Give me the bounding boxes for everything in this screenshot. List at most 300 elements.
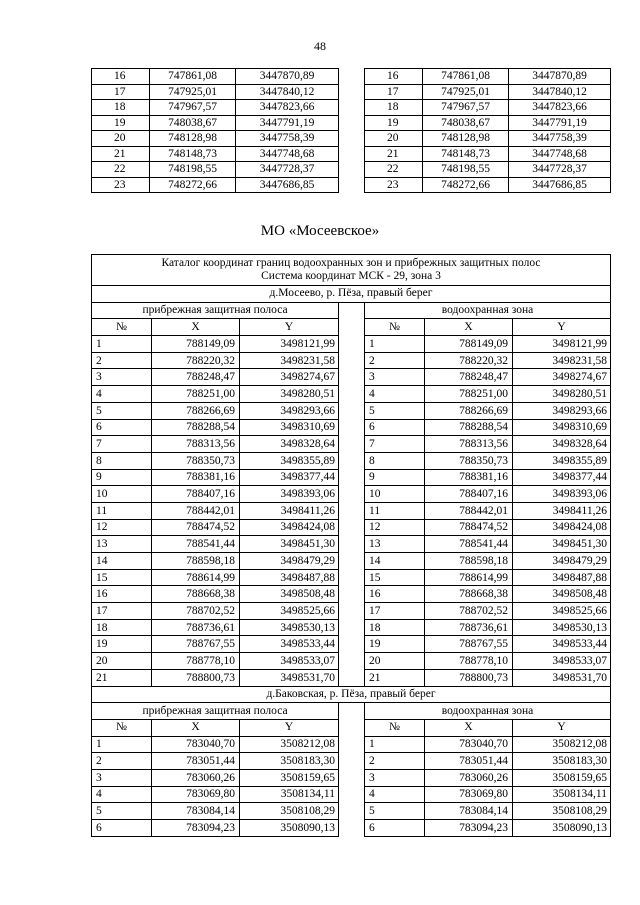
point-number: 18 [365, 619, 425, 636]
point-number: 15 [92, 569, 152, 586]
table-row [92, 769, 611, 786]
x-coordinate: 747967,57 [150, 100, 236, 116]
point-number: 5 [92, 803, 152, 820]
x-coordinate: 788288,54 [152, 419, 240, 436]
point-number: 1 [92, 336, 152, 353]
y-coordinate: 3508212,08 [240, 736, 339, 753]
point-number: 16 [92, 586, 152, 603]
table-row [92, 146, 611, 162]
y-coordinate: 3498531,70 [240, 669, 339, 686]
y-coordinate: 3498508,48 [240, 586, 339, 603]
x-coordinate: 788767,55 [425, 636, 513, 653]
point-number: 9 [365, 469, 425, 486]
point-number: 2 [365, 753, 425, 770]
column-gap [339, 352, 365, 369]
y-coordinate: 3498533,44 [513, 636, 611, 653]
catalog-title-line2: Система координат МСК - 29, зона 3 [261, 270, 441, 282]
zone-header-row [92, 302, 611, 319]
col-number-header: № [92, 319, 152, 336]
point-number: 5 [92, 402, 152, 419]
y-coordinate: 3447823,66 [509, 100, 611, 116]
table-row [92, 553, 611, 570]
col-y-header: Y [240, 319, 339, 336]
x-coordinate: 788668,38 [152, 586, 240, 603]
x-coordinate: 783084,14 [425, 803, 513, 820]
x-coordinate: 783051,44 [152, 753, 240, 770]
y-coordinate: 3498377,44 [240, 469, 339, 486]
y-coordinate: 3508159,65 [513, 769, 611, 786]
table-row [92, 786, 611, 803]
table-row [92, 820, 611, 837]
x-coordinate: 788702,52 [152, 603, 240, 620]
point-number: 1 [92, 736, 152, 753]
y-coordinate: 3498508,48 [513, 586, 611, 603]
zone-header-row [92, 703, 611, 720]
section-header-row [92, 286, 611, 303]
x-coordinate: 788266,69 [152, 402, 240, 419]
table-row [92, 115, 611, 131]
y-coordinate: 3498121,99 [513, 336, 611, 353]
point-number: 12 [365, 519, 425, 536]
table-row [92, 100, 611, 116]
x-coordinate: 788220,32 [152, 352, 240, 369]
x-coordinate: 747925,01 [150, 84, 236, 100]
point-number: 14 [92, 553, 152, 570]
y-coordinate: 3447686,85 [236, 177, 339, 193]
y-coordinate: 3447870,89 [236, 69, 339, 85]
column-gap [339, 386, 365, 403]
x-coordinate: 748038,67 [150, 115, 236, 131]
section-header-row [92, 686, 611, 703]
y-coordinate: 3498328,64 [240, 436, 339, 453]
column-gap [339, 146, 365, 162]
x-coordinate: 788220,32 [425, 352, 513, 369]
x-coordinate: 788381,16 [152, 469, 240, 486]
col-x-header: X [152, 719, 240, 736]
x-coordinate: 788800,73 [425, 669, 513, 686]
column-gap [339, 319, 365, 336]
point-number: 15 [365, 569, 425, 586]
table-row [92, 536, 611, 553]
column-gap [339, 100, 365, 116]
table-row [92, 486, 611, 503]
x-coordinate: 788407,16 [152, 486, 240, 503]
x-coordinate: 788778,10 [425, 653, 513, 670]
x-coordinate: 788266,69 [425, 402, 513, 419]
section-name: д.Мосеево, р. Пёза, правый берег [92, 286, 611, 303]
point-number: 8 [365, 452, 425, 469]
x-coordinate: 783060,26 [425, 769, 513, 786]
x-coordinate: 788248,47 [152, 369, 240, 386]
table-row [92, 502, 611, 519]
x-coordinate: 783060,26 [152, 769, 240, 786]
x-coordinate: 788381,16 [425, 469, 513, 486]
y-coordinate: 3447758,39 [236, 131, 339, 147]
x-coordinate: 788149,09 [425, 336, 513, 353]
y-coordinate: 3498310,69 [513, 419, 611, 436]
x-coordinate: 788614,99 [152, 569, 240, 586]
column-gap [339, 669, 365, 686]
point-number: 10 [92, 486, 152, 503]
column-gap [339, 753, 365, 770]
table-row [92, 569, 611, 586]
x-coordinate: 788251,00 [152, 386, 240, 403]
column-gap [339, 469, 365, 486]
point-number: 18 [92, 100, 150, 116]
column-gap [339, 402, 365, 419]
right-zone-header: водоохранная зона [365, 703, 611, 720]
point-number: 11 [365, 502, 425, 519]
y-coordinate: 3498293,66 [513, 402, 611, 419]
x-coordinate: 747861,08 [423, 69, 509, 85]
column-gap [339, 769, 365, 786]
point-number: 4 [365, 786, 425, 803]
table-row [92, 162, 611, 178]
x-coordinate: 788474,52 [152, 519, 240, 536]
point-number: 12 [92, 519, 152, 536]
column-gap [339, 803, 365, 820]
y-coordinate: 3498533,07 [513, 653, 611, 670]
y-coordinate: 3447840,12 [509, 84, 611, 100]
x-coordinate: 788407,16 [425, 486, 513, 503]
y-coordinate: 3447748,68 [509, 146, 611, 162]
x-coordinate: 783084,14 [152, 803, 240, 820]
point-number: 16 [92, 69, 150, 85]
point-number: 2 [92, 352, 152, 369]
point-number: 23 [365, 177, 423, 193]
y-coordinate: 3447758,39 [509, 131, 611, 147]
col-number-header: № [92, 719, 152, 736]
table-row [92, 653, 611, 670]
y-coordinate: 3498525,66 [513, 603, 611, 620]
x-coordinate: 788702,52 [425, 603, 513, 620]
y-coordinate: 3447728,37 [236, 162, 339, 178]
column-header-row [92, 319, 611, 336]
col-y-header: Y [240, 719, 339, 736]
col-y-header: Y [513, 719, 611, 736]
x-coordinate: 788614,99 [425, 569, 513, 586]
x-coordinate: 788598,18 [152, 553, 240, 570]
y-coordinate: 3498533,44 [240, 636, 339, 653]
y-coordinate: 3498310,69 [240, 419, 339, 436]
point-number: 21 [92, 146, 150, 162]
col-number-header: № [365, 319, 425, 336]
y-coordinate: 3498533,07 [240, 653, 339, 670]
left-zone-header: прибрежная защитная полоса [92, 302, 339, 319]
x-coordinate: 783094,23 [152, 820, 240, 837]
point-number: 17 [92, 84, 150, 100]
x-coordinate: 788149,09 [152, 336, 240, 353]
y-coordinate: 3498280,51 [513, 386, 611, 403]
x-coordinate: 748128,98 [150, 131, 236, 147]
y-coordinate: 3498231,58 [513, 352, 611, 369]
right-zone-header: водоохранная зона [365, 302, 611, 319]
y-coordinate: 3498451,30 [513, 536, 611, 553]
point-number: 9 [92, 469, 152, 486]
x-coordinate: 748198,55 [423, 162, 509, 178]
point-number: 4 [92, 786, 152, 803]
point-number: 10 [365, 486, 425, 503]
y-coordinate: 3498530,13 [513, 619, 611, 636]
table-row [92, 69, 611, 85]
table-row [92, 803, 611, 820]
column-gap [339, 519, 365, 536]
point-number: 17 [365, 84, 423, 100]
x-coordinate: 788288,54 [425, 419, 513, 436]
y-coordinate: 3447728,37 [509, 162, 611, 178]
x-coordinate: 783069,80 [152, 786, 240, 803]
table-row [92, 84, 611, 100]
table-row [92, 469, 611, 486]
point-number: 21 [365, 146, 423, 162]
catalog-title-row [92, 255, 611, 286]
point-number: 19 [365, 115, 423, 131]
y-coordinate: 3498530,13 [240, 619, 339, 636]
y-coordinate: 3498531,70 [513, 669, 611, 686]
point-number: 18 [365, 100, 423, 116]
x-coordinate: 748038,67 [423, 115, 509, 131]
point-number: 4 [92, 386, 152, 403]
x-coordinate: 788442,01 [152, 502, 240, 519]
y-coordinate: 3447840,12 [236, 84, 339, 100]
y-coordinate: 3508090,13 [513, 820, 611, 837]
point-number: 19 [92, 115, 150, 131]
x-coordinate: 788350,73 [152, 452, 240, 469]
point-number: 6 [92, 820, 152, 837]
table-row [92, 519, 611, 536]
column-gap [339, 131, 365, 147]
column-gap [339, 619, 365, 636]
table-row [92, 436, 611, 453]
x-coordinate: 747967,57 [423, 100, 509, 116]
y-coordinate: 3508183,30 [240, 753, 339, 770]
table-row [92, 369, 611, 386]
x-coordinate: 748128,98 [423, 131, 509, 147]
x-coordinate: 783040,70 [152, 736, 240, 753]
point-number: 6 [365, 419, 425, 436]
y-coordinate: 3447748,68 [236, 146, 339, 162]
table-row [92, 177, 611, 193]
column-gap [339, 486, 365, 503]
point-number: 13 [92, 536, 152, 553]
table-row [92, 669, 611, 686]
column-gap [339, 84, 365, 100]
point-number: 7 [92, 436, 152, 453]
y-coordinate: 3447823,66 [236, 100, 339, 116]
point-number: 22 [92, 162, 150, 178]
y-coordinate: 3498274,67 [240, 369, 339, 386]
y-coordinate: 3498393,06 [513, 486, 611, 503]
top-coordinate-table [91, 68, 611, 193]
x-coordinate: 788800,73 [152, 669, 240, 686]
y-coordinate: 3498355,89 [240, 452, 339, 469]
point-number: 11 [92, 502, 152, 519]
point-number: 17 [92, 603, 152, 620]
point-number: 7 [365, 436, 425, 453]
catalog-title-line1: Каталог координат границ водоохранных зон и прибрежных защитных полос [161, 257, 541, 269]
y-coordinate: 3508134,11 [240, 786, 339, 803]
page-number: 48 [314, 39, 326, 53]
table-row [92, 636, 611, 653]
col-x-header: X [152, 319, 240, 336]
x-coordinate: 788767,55 [152, 636, 240, 653]
y-coordinate: 3498479,29 [240, 553, 339, 570]
point-number: 16 [365, 69, 423, 85]
x-coordinate: 788541,44 [152, 536, 240, 553]
y-coordinate: 3498487,88 [240, 569, 339, 586]
x-coordinate: 747925,01 [423, 84, 509, 100]
y-coordinate: 3508183,30 [513, 753, 611, 770]
mo-title: МО «Мосеевское» [260, 223, 380, 239]
x-coordinate: 788248,47 [425, 369, 513, 386]
y-coordinate: 3498328,64 [513, 436, 611, 453]
y-coordinate: 3498377,44 [513, 469, 611, 486]
column-gap [339, 69, 365, 85]
x-coordinate: 788778,10 [152, 653, 240, 670]
y-coordinate: 3447791,19 [236, 115, 339, 131]
point-number: 3 [365, 369, 425, 386]
point-number: 17 [365, 603, 425, 620]
y-coordinate: 3498525,66 [240, 603, 339, 620]
y-coordinate: 3498424,08 [513, 519, 611, 536]
column-gap [339, 786, 365, 803]
left-zone-header: прибрежная защитная полоса [92, 703, 339, 720]
x-coordinate: 788598,18 [425, 553, 513, 570]
table-row [92, 753, 611, 770]
col-y-header: Y [513, 319, 611, 336]
table-row [92, 336, 611, 353]
y-coordinate: 3498274,67 [513, 369, 611, 386]
y-coordinate: 3498479,29 [513, 553, 611, 570]
column-gap [339, 719, 365, 736]
column-gap [339, 177, 365, 193]
point-number: 5 [365, 402, 425, 419]
column-gap [339, 419, 365, 436]
table-row [92, 419, 611, 436]
table-row [92, 603, 611, 620]
column-gap [339, 653, 365, 670]
col-number-header: № [365, 719, 425, 736]
catalog-title [92, 255, 611, 286]
x-coordinate: 748148,73 [150, 146, 236, 162]
x-coordinate: 748198,55 [150, 162, 236, 178]
column-gap [339, 636, 365, 653]
column-header-row [92, 719, 611, 736]
point-number: 16 [365, 586, 425, 603]
point-number: 20 [92, 131, 150, 147]
col-x-header: X [425, 319, 513, 336]
column-gap [339, 703, 365, 720]
table-row [92, 736, 611, 753]
y-coordinate: 3498411,26 [513, 502, 611, 519]
point-number: 5 [365, 803, 425, 820]
table-row [92, 402, 611, 419]
x-coordinate: 747861,08 [150, 69, 236, 85]
x-coordinate: 783069,80 [425, 786, 513, 803]
table-row [92, 586, 611, 603]
point-number: 2 [92, 753, 152, 770]
y-coordinate: 3508134,11 [513, 786, 611, 803]
point-number: 20 [365, 653, 425, 670]
column-gap [339, 603, 365, 620]
x-coordinate: 788541,44 [425, 536, 513, 553]
x-coordinate: 748272,66 [150, 177, 236, 193]
point-number: 19 [92, 636, 152, 653]
column-gap [339, 536, 365, 553]
x-coordinate: 788313,56 [425, 436, 513, 453]
column-gap [339, 553, 365, 570]
column-gap [339, 436, 365, 453]
x-coordinate: 788474,52 [425, 519, 513, 536]
y-coordinate: 3508159,65 [240, 769, 339, 786]
y-coordinate: 3447791,19 [509, 115, 611, 131]
y-coordinate: 3498393,06 [240, 486, 339, 503]
point-number: 3 [92, 369, 152, 386]
point-number: 3 [92, 769, 152, 786]
point-number: 3 [365, 769, 425, 786]
column-gap [339, 369, 365, 386]
column-gap [339, 736, 365, 753]
y-coordinate: 3447686,85 [509, 177, 611, 193]
point-number: 8 [92, 452, 152, 469]
column-gap [339, 452, 365, 469]
y-coordinate: 3447870,89 [509, 69, 611, 85]
y-coordinate: 3498424,08 [240, 519, 339, 536]
column-gap [339, 502, 365, 519]
x-coordinate: 788736,61 [152, 619, 240, 636]
y-coordinate: 3498487,88 [513, 569, 611, 586]
point-number: 2 [365, 352, 425, 369]
point-number: 14 [365, 553, 425, 570]
table-row [92, 352, 611, 369]
section-name: д.Баковская, р. Пёза, правый берег [92, 686, 611, 703]
table-row [92, 452, 611, 469]
column-gap [339, 820, 365, 837]
y-coordinate: 3498411,26 [240, 502, 339, 519]
x-coordinate: 783040,70 [425, 736, 513, 753]
point-number: 20 [365, 131, 423, 147]
catalog-table [91, 254, 611, 837]
point-number: 23 [92, 177, 150, 193]
point-number: 21 [92, 669, 152, 686]
y-coordinate: 3498451,30 [240, 536, 339, 553]
y-coordinate: 3498355,89 [513, 452, 611, 469]
point-number: 6 [365, 820, 425, 837]
point-number: 21 [365, 669, 425, 686]
x-coordinate: 783051,44 [425, 753, 513, 770]
point-number: 4 [365, 386, 425, 403]
x-coordinate: 748148,73 [423, 146, 509, 162]
x-coordinate: 748272,66 [423, 177, 509, 193]
point-number: 18 [92, 619, 152, 636]
x-coordinate: 788442,01 [425, 502, 513, 519]
x-coordinate: 783094,23 [425, 820, 513, 837]
column-gap [339, 162, 365, 178]
point-number: 6 [92, 419, 152, 436]
col-x-header: X [425, 719, 513, 736]
table-row [92, 131, 611, 147]
y-coordinate: 3508108,29 [513, 803, 611, 820]
point-number: 20 [92, 653, 152, 670]
y-coordinate: 3508090,13 [240, 820, 339, 837]
column-gap [339, 336, 365, 353]
point-number: 19 [365, 636, 425, 653]
point-number: 22 [365, 162, 423, 178]
x-coordinate: 788736,61 [425, 619, 513, 636]
column-gap [339, 569, 365, 586]
y-coordinate: 3508212,08 [513, 736, 611, 753]
column-gap [339, 115, 365, 131]
